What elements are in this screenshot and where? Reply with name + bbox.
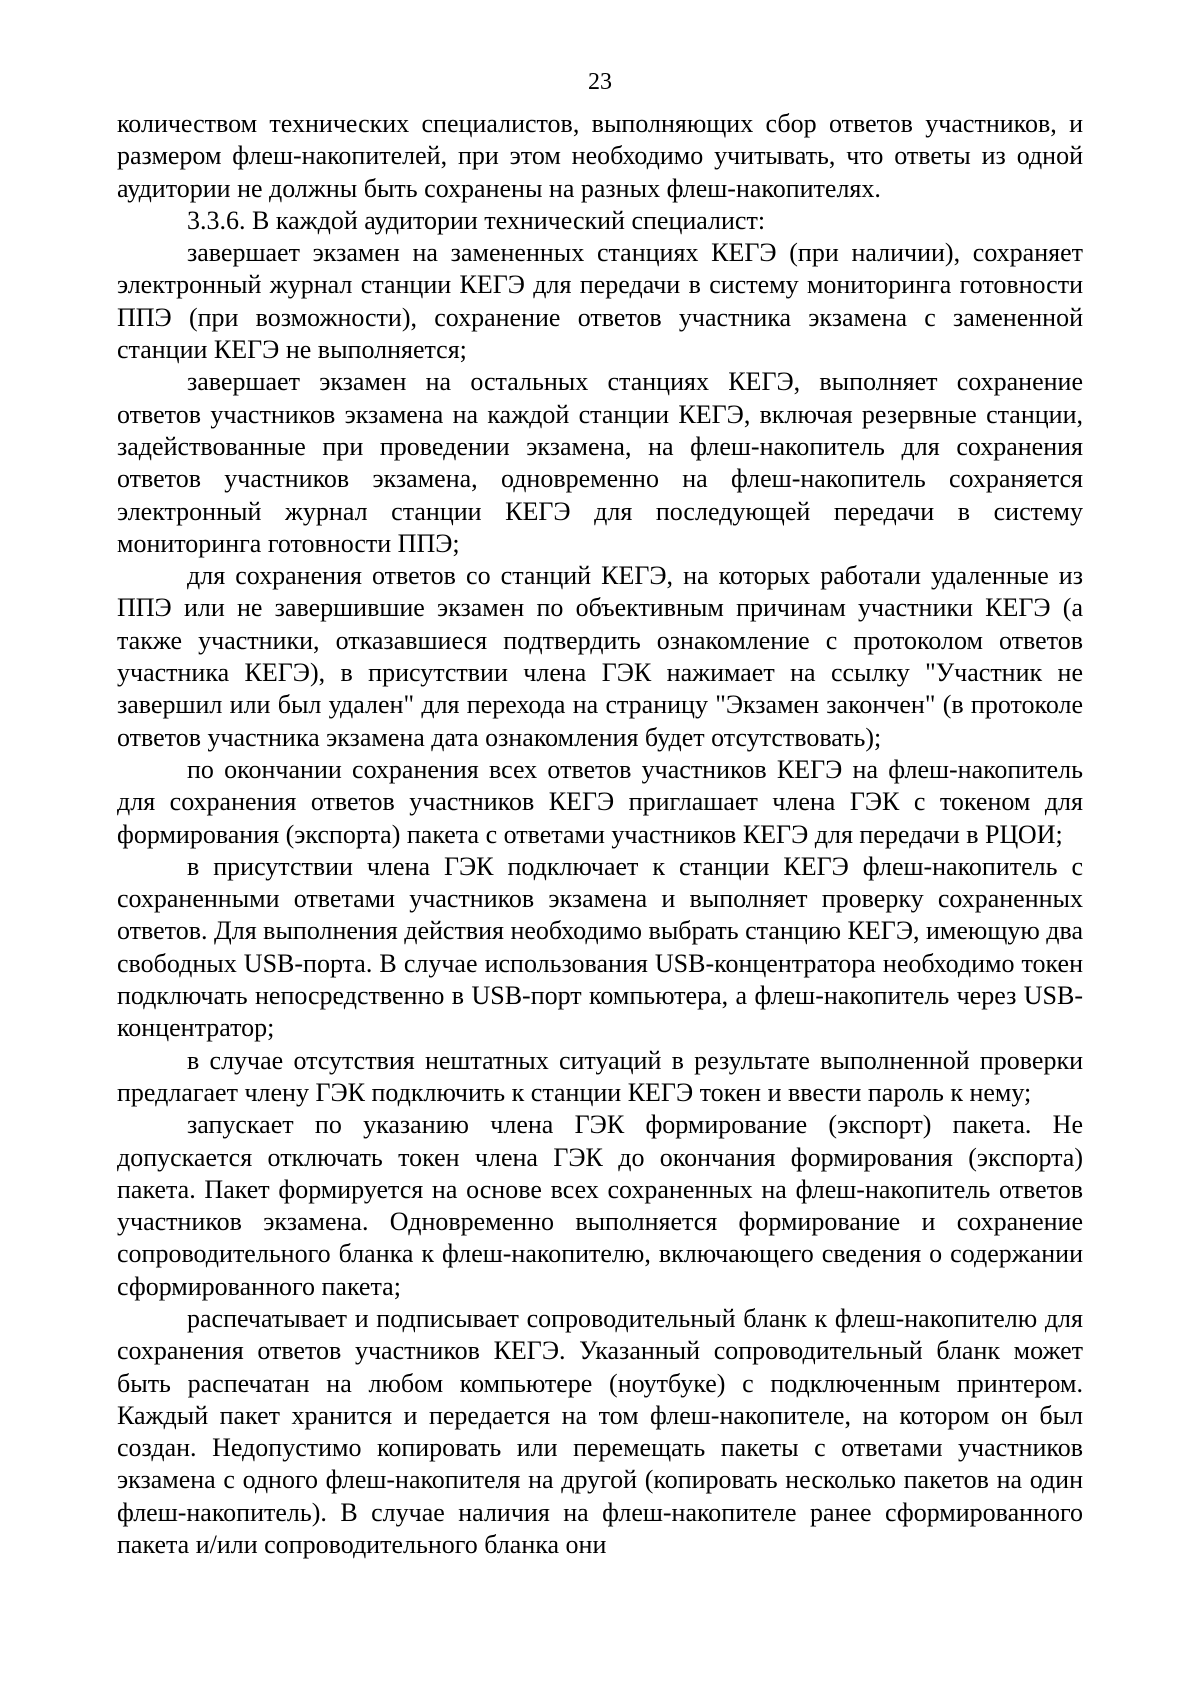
section-heading-3-3-6: 3.3.6. В каждой аудитории технический специалист:	[187, 205, 766, 235]
paragraph: для сохранения ответов со станций КЕГЭ, на которых работали удаленные из ППЭ или не завершившие экзамен по объективным причинам участники КЕГЭ (а также участники, отказавшиеся подтвердить ознакомление с протоколом ответов участника КЕГЭ), в присутствии члена ГЭК нажимает на ссылку "Участник не завершил или был удален" для перехода на страницу "Экзамен закончен" (в протоколе ответов участника экзамена дата ознакомления будет отсутствовать);	[117, 561, 1083, 752]
paragraph: в случае отсутствия нештатных ситуаций в результате выполненной проверки предлагает члену ГЭК подключить к станции КЕГЭ токен и ввести пароль к нему;	[117, 1045, 1083, 1107]
paragraph: завершает экзамен на замененных станциях КЕГЭ (при наличии), сохраняет электронный журнал станции КЕГЭ для передачи в систему мониторинга готовности ППЭ (при возможности), сохранение ответов участника экзамена с замененной станции КЕГЭ не выполняется;	[117, 238, 1083, 365]
paragraph: по окончании сохранения всех ответов участников КЕГЭ на флеш-накопитель для сохранения ответов участников КЕГЭ приглашает члена ГЭК с токеном для формирования (экспорта) пакета с ответами участников КЕГЭ для передачи в РЦОИ;	[117, 754, 1083, 849]
document-body	[117, 108, 1083, 1561]
paragraph: завершает экзамен на остальных станциях КЕГЭ, выполняет сохранение ответов участников экзамена на каждой станции КЕГЭ, включая резервные станции, задействованные при проведении экзамена, на флеш-накопитель для сохранения ответов участников экзамена, одновременно на флеш-накопитель сохраняется электронный журнал станции КЕГЭ для последующей передачи в систему мониторинга готовности ППЭ;	[117, 367, 1083, 558]
paragraph: запускает по указанию члена ГЭК формирование (экспорт) пакета. Не допускается отключать токен члена ГЭК до окончания формирования (экспорта) пакета. Пакет формируется на основе всех сохраненных на флеш-накопитель ответов участников экзамена. Одновременно выполняется формирование и сохранение сопроводительного бланка к флеш-накопителю, включающего сведения о содержании сформированного пакета;	[117, 1110, 1083, 1301]
page-number: 23	[588, 69, 612, 95]
paragraph: распечатывает и подписывает сопроводительный бланк к флеш-накопителю для сохранения ответов участников КЕГЭ. Указанный сопроводительный бланк может быть распечатан на любом компьютере (ноутбуке) с подключенным принтером. Каждый пакет хранится и передается на том флеш-накопителе, на котором он был создан. Недопустимо копировать или перемещать пакеты с ответами участников экзамена с одного флеш-накопителя на другой (копировать несколько пакетов на один флеш-накопитель). В случае наличия на флеш-накопителе ранее сформированного пакета и/или сопроводительного бланка они	[117, 1303, 1083, 1560]
paragraph: в присутствии члена ГЭК подключает к станции КЕГЭ флеш-накопитель с сохраненными ответами участников экзамена и выполняет проверку сохраненных ответов. Для выполнения действия необходимо выбрать станцию КЕГЭ, имеющую два свободных USB-порта. В случае использования USB-концентратора необходимо токен подключать непосредственно в USB-порт компьютера, а флеш-накопитель через USB-концентратор;	[117, 851, 1083, 1043]
paragraph-continuation: количеством технических специалистов, выполняющих сбор ответов участников, и размером флеш-накопителей, при этом необходимо учитывать, что ответы из одной аудитории не должны быть сохранены на разных флеш-накопителях.	[117, 109, 1083, 203]
